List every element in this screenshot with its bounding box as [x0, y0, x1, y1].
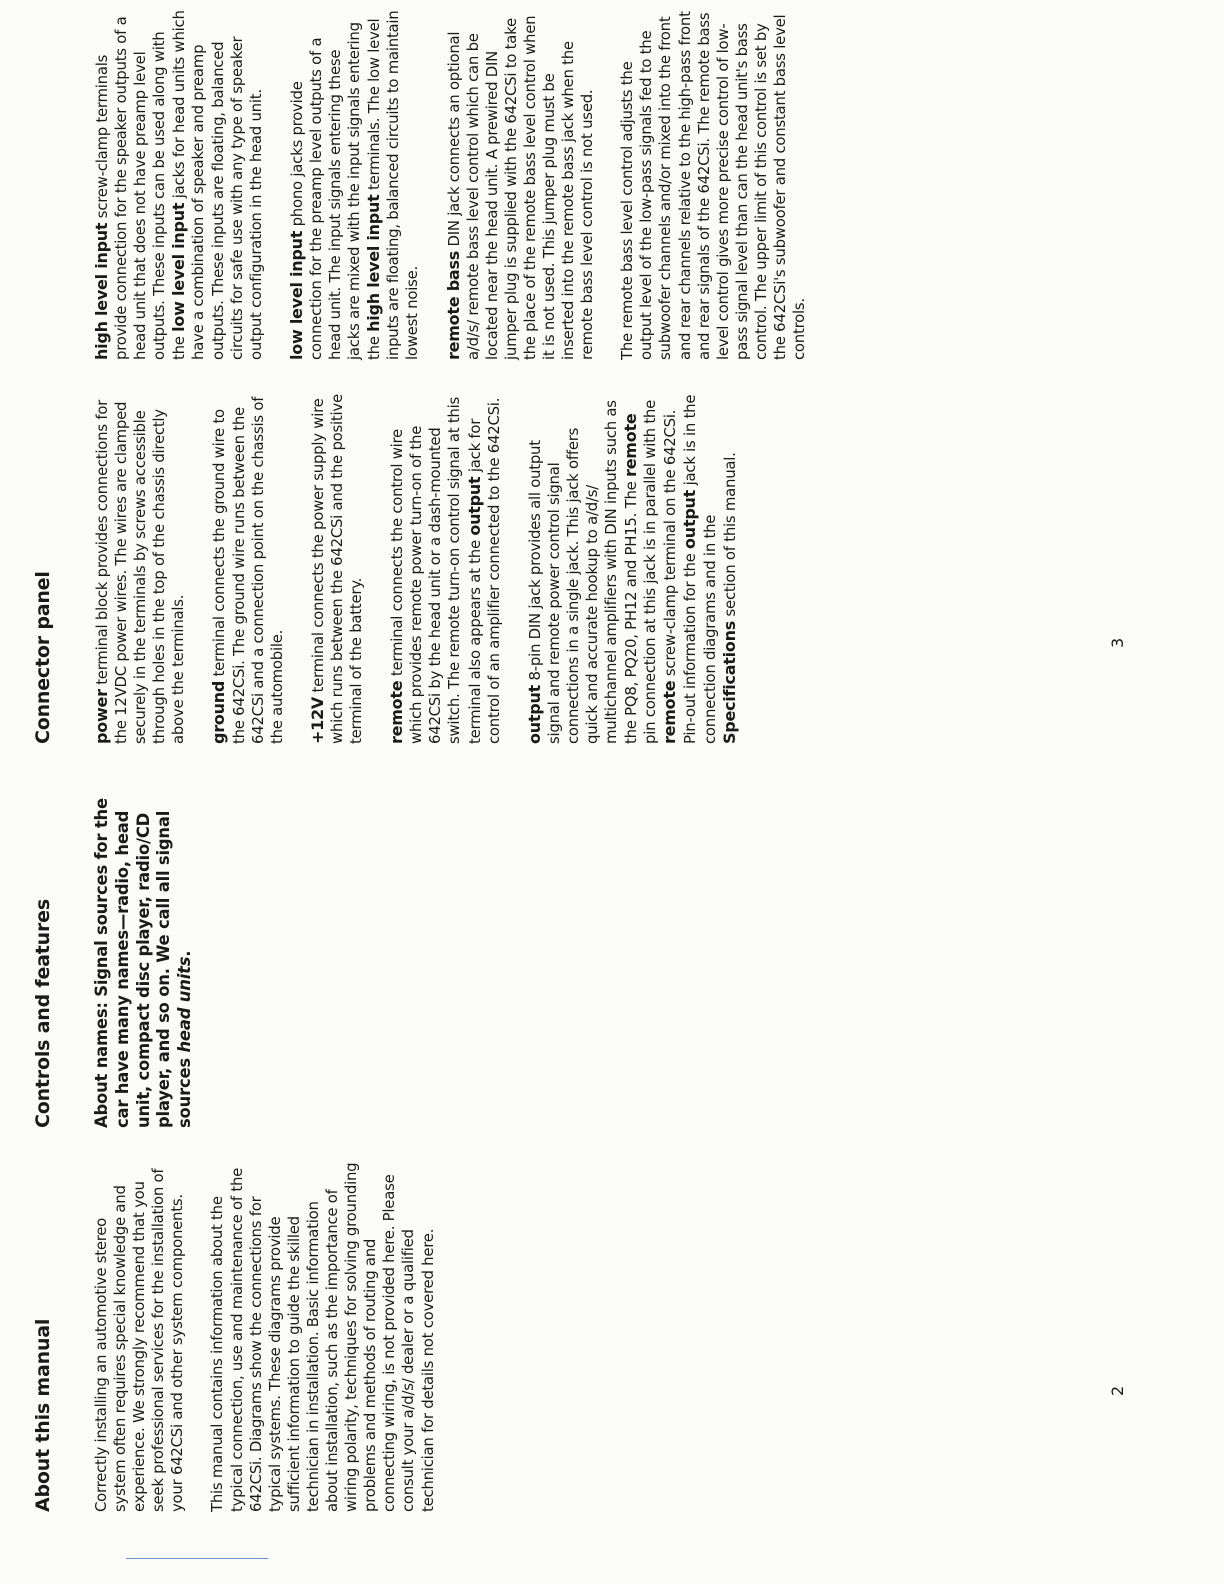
entry-remote-bass: remote bass DIN jack connects an optional a/d/s/ remote bass level control which can be located near the head unit. A prewired DIN jumper plug is supplied with the 642CSi to take the place of the remote bass level control when it is not used. This jumper plug must be inserted into the remote bass jack when the remote bass level control is not used.: [443, 15, 597, 360]
entry-plus-12v: +12V terminal connects the power supply wire which runs between the 642CSi and the positive terminal of the battery.: [307, 394, 366, 744]
heading-connector-panel: Connector panel: [32, 571, 54, 744]
entry-remote: remote terminal connects the control wire which provides remote power turn-on of the 642CSi by the head unit or a dash-mounted switch. The remote turn-on control signal at this terminal also appears at the output jack for control of an amplifier connected to the 642CSi.: [387, 397, 503, 744]
column-controls-callout: [92, 798, 217, 1128]
entry-low-level-input: low level input phono jacks provide connection for the preamp level outputs of a head unit. The input signals entering these jacks are mixed with the input signals entering the high level input terminals. The low level inputs are floating, balanced circuits to maintain lowest noise.: [286, 10, 422, 360]
about-paragraph-2: This manual contains information about the typical connection, use and maintenance of the 642CSi. Diagrams show the connections for typical systems. These diagrams provide sufficient information to guide the skilled technician in installation. Basic information about installation, such as the importance of wiring polarity, techniques for solving grounding problems and methods of routing and connecting wiring, is not provided here. Please consult your a/d/s/ dealer or a qualified technician for details not covered here.: [208, 1162, 437, 1512]
page-number-left: 2: [1108, 1385, 1127, 1396]
entry-output: output 8-pin DIN jack provides all output signal and remote power control signal connections in a single jack. This jack offers quick and accurate hookup to a/d/s/ multichannel amplifiers with DIN inputs such as the PQ8, PQ20, PH12 and PH15. The remote pin connection at this jack is in parallel with the remote screw-clamp terminal on the 642CSi. Pin-out information for the output jack is in the connection diagrams and in the Specifications section of this manual.: [524, 394, 739, 744]
entry-high-level-input: high level input screw-clamp terminals provide connection for the speaker outputs of a head unit that does not have preamp level outputs. These inputs can be used along with the low level input jacks for head units which have a combination of speaker and preamp outputs. These inputs are floating, balanced circuits for safe use with any type of speaker output configuration in the head unit.: [92, 10, 265, 360]
entry-ground: ground terminal connects the ground wire to the 642CSi. The ground wire runs between the 642CSi and a connection point on the chassis of the automobile.: [209, 396, 286, 744]
entry-power: power terminal block provides connections for the 12VDC power wires. The wires are clamped securely in the terminals by screws accessible through holes in the top of the chassis directly above the terminals.: [92, 399, 188, 744]
column-connector-2: [92, 10, 830, 360]
heading-controls-and-features: Controls and features: [32, 899, 54, 1128]
callout-emphasis: head units: [175, 956, 195, 1053]
page-number-right: 3: [1108, 637, 1127, 648]
scan-edge-rule: [126, 1558, 268, 1559]
about-names-callout: About names: Signal sources for the car have many names—radio, head unit, compact disc player, radio/CD player, and so on. We call all signal sources head units.: [92, 798, 195, 1128]
heading-about-this-manual: About this manual: [32, 1318, 54, 1512]
column-about-manual: [92, 1162, 459, 1512]
about-paragraph-1: Correctly installing an automotive stereo system often requires special knowledge and experience. We strongly recommend that you seek professional services for the installation of your 642CSi and other system components.: [92, 1168, 187, 1512]
column-connector-1: [92, 394, 761, 744]
remote-bass-paragraph-2: The remote bass level control adjusts the output level of the low-pass signals fed to the subwoofer channels and/or mixed into the front and rear channels relative to the high-pass front and rear signals of the 642CSi. The remote bass level control gives more precise control of low-pass signal level than can the head unit's bass control. The upper limit of this control is set by the 642CSi's subwoofer and constant bass level controls.: [618, 11, 809, 360]
